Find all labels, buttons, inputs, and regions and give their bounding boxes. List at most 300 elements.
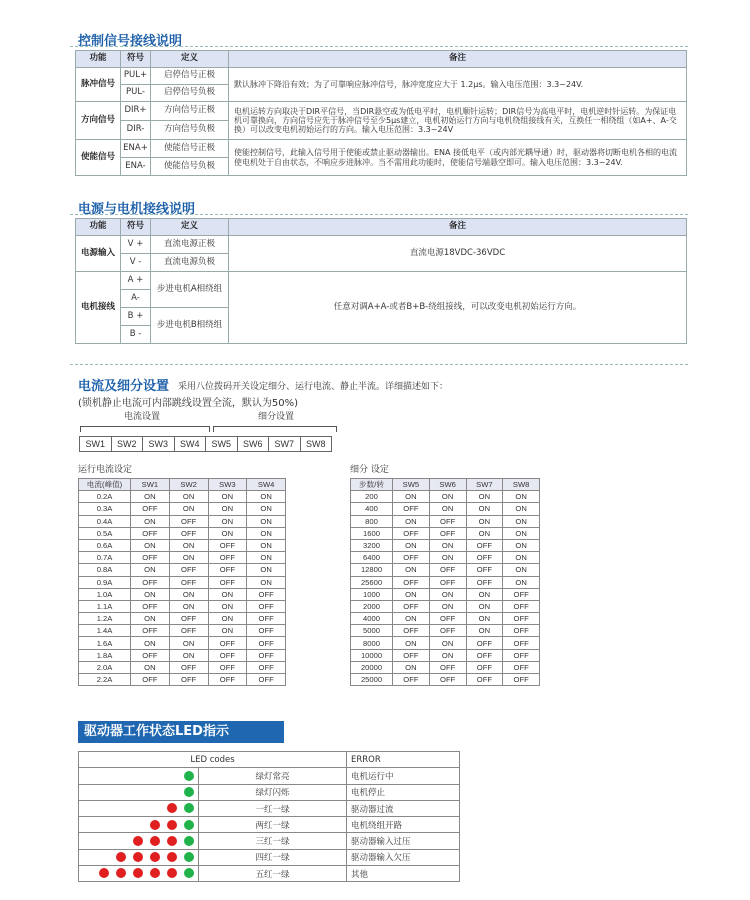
switch-state: ON [131, 539, 170, 551]
switch-state: ON [393, 515, 430, 527]
red-led-icon [167, 803, 177, 813]
dip-switch-row [80, 436, 332, 452]
func-pulse: 脉冲信号 [76, 68, 121, 102]
switch-state: OFF [247, 625, 286, 637]
switch-state: OFF [169, 613, 208, 625]
table-row [351, 588, 540, 600]
row-label: 8000 [351, 637, 393, 649]
switch-state: OFF [466, 649, 503, 661]
led-indicator [79, 833, 199, 849]
red-led-icon [133, 852, 143, 862]
error-desc: 驱动器输入欠压 [347, 849, 460, 865]
table-row [351, 637, 540, 649]
error-desc: 驱动器输入过压 [347, 833, 460, 849]
table-row [79, 552, 286, 564]
switch-state: ON [131, 637, 170, 649]
table-row [351, 613, 540, 625]
col-header: SW2 [169, 479, 208, 491]
row-label: 2000 [351, 600, 393, 612]
switch-label: SW4 [174, 436, 207, 452]
led-indicator [79, 800, 199, 816]
table-row [351, 552, 540, 564]
switch-state: OFF [503, 674, 540, 686]
func-motor: 电机接线 [76, 272, 121, 344]
red-led-icon [116, 868, 126, 878]
switch-state: ON [208, 491, 247, 503]
green-led-icon [184, 771, 194, 781]
definition: 启停信号正极 [151, 68, 229, 85]
symbol: PUL+ [121, 68, 151, 85]
led-indicator [79, 866, 199, 882]
switch-state: ON [169, 552, 208, 564]
error-desc: 电机停止 [347, 784, 460, 800]
definition: 直流电源负极 [151, 254, 229, 272]
control-signal-table [75, 50, 687, 176]
table-row [351, 515, 540, 527]
switch-state: OFF [393, 552, 430, 564]
switch-state: ON [208, 503, 247, 515]
switch-state: OFF [169, 564, 208, 576]
symbol: DIR+ [121, 102, 151, 121]
red-led-icon [116, 852, 126, 862]
switch-state: ON [429, 649, 466, 661]
red-led-icon [167, 868, 177, 878]
switch-state: ON [393, 613, 430, 625]
switch-state: ON [466, 600, 503, 612]
switch-state: ON [131, 515, 170, 527]
row-label: 1.8A [79, 649, 131, 661]
table-row [351, 625, 540, 637]
switch-state: OFF [208, 649, 247, 661]
row-label: 3200 [351, 539, 393, 551]
definition: 直流电源正极 [151, 236, 229, 254]
red-led-icon [150, 852, 160, 862]
switch-state: OFF [208, 552, 247, 564]
table-row [79, 600, 286, 612]
switch-state: ON [503, 503, 540, 515]
note-power: 直流电源18VDC-36VDC [229, 236, 687, 272]
switch-state: ON [131, 564, 170, 576]
table-row [79, 539, 286, 551]
green-led-icon [184, 868, 194, 878]
switch-state: OFF [393, 503, 430, 515]
symbol: A- [121, 290, 151, 308]
col-header: SW6 [429, 479, 466, 491]
switch-state: OFF [169, 674, 208, 686]
switch-state: OFF [503, 625, 540, 637]
switch-state: OFF [503, 661, 540, 673]
table-row [79, 503, 286, 515]
row-label: 10000 [351, 649, 393, 661]
switch-state: ON [169, 600, 208, 612]
switch-state: ON [393, 588, 430, 600]
switch-state: ON [247, 564, 286, 576]
brace-label-current: 电流设置 [124, 412, 161, 422]
func-power: 电源输入 [76, 236, 121, 272]
col-header: SW3 [208, 479, 247, 491]
red-led-icon [133, 868, 143, 878]
table-row [351, 491, 540, 503]
switch-state: OFF [393, 674, 430, 686]
symbol: ENA+ [121, 140, 151, 158]
row-label: 5000 [351, 625, 393, 637]
row-label: 400 [351, 503, 393, 515]
led-indicator [79, 849, 199, 865]
led-code: 两红一绿 [199, 817, 347, 833]
switch-state: ON [131, 613, 170, 625]
row-label: 0.5A [79, 527, 131, 539]
switch-state: OFF [466, 674, 503, 686]
table-row [79, 625, 286, 637]
col-header: SW1 [131, 479, 170, 491]
switch-state: OFF [429, 661, 466, 673]
table-row [351, 576, 540, 588]
red-led-icon [99, 868, 109, 878]
definition: 方向信号负极 [151, 121, 229, 140]
switch-state: ON [393, 661, 430, 673]
switch-state: OFF [131, 674, 170, 686]
led-code: 四红一绿 [199, 849, 347, 865]
switch-state: ON [131, 661, 170, 673]
section-title-control: 控制信号接线说明 [78, 34, 183, 49]
switch-state: ON [169, 503, 208, 515]
switch-state: OFF [247, 661, 286, 673]
switch-state: ON [466, 588, 503, 600]
table-row [79, 527, 286, 539]
switch-state: OFF [429, 625, 466, 637]
row-label: 800 [351, 515, 393, 527]
row-label: 0.9A [79, 576, 131, 588]
switch-label: SW6 [237, 436, 270, 452]
switch-state: OFF [429, 674, 466, 686]
switch-state: OFF [503, 649, 540, 661]
row-label: 25000 [351, 674, 393, 686]
switch-state: ON [429, 503, 466, 515]
switch-state: OFF [393, 649, 430, 661]
switch-state: ON [429, 491, 466, 503]
green-led-icon [184, 836, 194, 846]
row-label: 0.7A [79, 552, 131, 564]
switch-state: ON [169, 637, 208, 649]
led-row [79, 833, 460, 849]
switch-state: OFF [466, 539, 503, 551]
switch-state: ON [503, 515, 540, 527]
green-led-icon [184, 820, 194, 830]
switch-state: OFF [466, 576, 503, 588]
row-label: 0.8A [79, 564, 131, 576]
switch-state: OFF [247, 613, 286, 625]
switch-state: OFF [466, 564, 503, 576]
switch-state: OFF [131, 576, 170, 588]
table-row [351, 527, 540, 539]
section-title-current: 电流及细分设置 [78, 379, 170, 394]
table-row [79, 588, 286, 600]
switch-state: OFF [208, 637, 247, 649]
led-code: 绿灯常亮 [199, 768, 347, 784]
switch-state: ON [429, 600, 466, 612]
section-title-led: 驱动器工作状态LED指示 [78, 721, 284, 743]
definition: 使能信号负极 [151, 158, 229, 176]
section-title-power: 电源与电机接线说明 [78, 202, 196, 217]
row-label: 1.2A [79, 613, 131, 625]
switch-state: ON [208, 515, 247, 527]
row-label: 1.6A [79, 637, 131, 649]
switch-state: OFF [393, 527, 430, 539]
note-enable: 使能控制信号，此输入信号用于使能或禁止驱动器输出。ENA 接低电平（或内部光耦导通）时，驱动器将切断电机各相的电流使电机处于自由状态，不响应步进脉冲。当不需用此功能时，使能信号端悬空即可。输入电压范围：3.3~24V. [229, 140, 687, 176]
led-code: 五红一绿 [199, 866, 347, 882]
func-enable: 使能信号 [76, 140, 121, 176]
section-note: (锁机静止电流可内部跳线设置全流，默认为50%) [78, 398, 299, 409]
switch-state: OFF [503, 600, 540, 612]
switch-state: OFF [169, 661, 208, 673]
switch-label: SW3 [142, 436, 175, 452]
divider [70, 364, 688, 365]
switch-state: OFF [208, 576, 247, 588]
col-header: SW7 [466, 479, 503, 491]
row-label: 1.0A [79, 588, 131, 600]
switch-state: ON [466, 625, 503, 637]
green-led-icon [184, 852, 194, 862]
red-led-icon [150, 820, 160, 830]
row-label: 4000 [351, 613, 393, 625]
switch-label: SW8 [300, 436, 333, 452]
func-direction: 方向信号 [76, 102, 121, 140]
switch-state: ON [466, 503, 503, 515]
switch-state: ON [466, 613, 503, 625]
brace-current [80, 426, 210, 432]
switch-state: ON [247, 515, 286, 527]
switch-state: OFF [429, 564, 466, 576]
error-header: ERROR [347, 752, 460, 768]
row-label: 6400 [351, 552, 393, 564]
led-row [79, 866, 460, 882]
switch-state: OFF [208, 564, 247, 576]
red-led-icon [167, 820, 177, 830]
switch-state: ON [466, 515, 503, 527]
switch-state: ON [393, 539, 430, 551]
row-label: 25600 [351, 576, 393, 588]
switch-state: OFF [429, 515, 466, 527]
row-label: 20000 [351, 661, 393, 673]
brace-micro [213, 426, 337, 432]
green-led-icon [184, 803, 194, 813]
switch-state: OFF [429, 576, 466, 588]
switch-label: SW1 [79, 436, 112, 452]
table-row [351, 503, 540, 515]
switch-state: ON [466, 527, 503, 539]
col-header: 备注 [229, 219, 687, 236]
table-row [351, 674, 540, 686]
switch-state: OFF [466, 661, 503, 673]
col-header: 符号 [121, 219, 151, 236]
symbol: B - [121, 326, 151, 344]
switch-state: ON [429, 637, 466, 649]
definition: 启停信号负极 [151, 85, 229, 102]
table-row [351, 564, 540, 576]
switch-label: SW7 [268, 436, 301, 452]
row-label: 2.2A [79, 674, 131, 686]
red-led-icon [150, 836, 160, 846]
row-label: 1.4A [79, 625, 131, 637]
table-row [79, 649, 286, 661]
led-row [79, 817, 460, 833]
led-indicator [79, 817, 199, 833]
micro-table-caption: 细分 设定 [350, 465, 389, 475]
red-led-icon [167, 852, 177, 862]
switch-state: OFF [131, 503, 170, 515]
col-header: 备注 [229, 51, 687, 68]
switch-state: OFF [393, 625, 430, 637]
current-table-caption: 运行电流设定 [78, 465, 133, 475]
switch-state: OFF [247, 600, 286, 612]
switch-state: OFF [131, 527, 170, 539]
col-header: 电流(峰值) [79, 479, 131, 491]
symbol: V + [121, 236, 151, 254]
switch-state: OFF [429, 527, 466, 539]
row-label: 12800 [351, 564, 393, 576]
divider [70, 214, 688, 215]
switch-state: ON [208, 527, 247, 539]
switch-state: ON [393, 564, 430, 576]
led-indicator [79, 768, 199, 784]
switch-state: OFF [208, 674, 247, 686]
switch-state: OFF [169, 625, 208, 637]
row-label: 0.3A [79, 503, 131, 515]
row-label: 1.1A [79, 600, 131, 612]
switch-state: OFF [131, 552, 170, 564]
table-row [79, 576, 286, 588]
led-code: 一红一绿 [199, 800, 347, 816]
switch-state: OFF [247, 588, 286, 600]
row-label: 0.6A [79, 539, 131, 551]
switch-state: ON [393, 637, 430, 649]
note-motor: 任意对调A+A-或者B+B-绕组接线，可以改变电机初始运行方向。 [229, 272, 687, 344]
switch-state: ON [169, 588, 208, 600]
table-row [79, 564, 286, 576]
row-label: 200 [351, 491, 393, 503]
led-row [79, 849, 460, 865]
switch-state: OFF [131, 649, 170, 661]
col-header: 定义 [151, 219, 229, 236]
switch-state: ON [208, 613, 247, 625]
switch-state: OFF [208, 539, 247, 551]
switch-state: ON [503, 576, 540, 588]
switch-state: ON [208, 600, 247, 612]
led-codes-header: LED codes [79, 752, 347, 768]
definition: 方向信号正极 [151, 102, 229, 121]
switch-state: ON [429, 552, 466, 564]
error-desc: 电机运行中 [347, 768, 460, 784]
switch-state: OFF [131, 600, 170, 612]
col-header: SW4 [247, 479, 286, 491]
red-led-icon [133, 836, 143, 846]
switch-state: ON [429, 588, 466, 600]
col-header: SW5 [393, 479, 430, 491]
table-row [79, 515, 286, 527]
table-row [79, 491, 286, 503]
switch-state: OFF [169, 576, 208, 588]
table-row [351, 600, 540, 612]
definition: 步进电机A相绕组 [151, 272, 229, 308]
switch-state: ON [208, 588, 247, 600]
col-header: SW8 [503, 479, 540, 491]
row-label: 2.0A [79, 661, 131, 673]
switch-state: ON [247, 527, 286, 539]
led-indicator [79, 784, 199, 800]
led-row [79, 784, 460, 800]
switch-state: ON [208, 625, 247, 637]
switch-state: OFF [393, 600, 430, 612]
switch-label: SW2 [111, 436, 144, 452]
switch-state: OFF [429, 613, 466, 625]
symbol: PUL- [121, 85, 151, 102]
power-motor-table [75, 218, 687, 344]
switch-state: ON [503, 527, 540, 539]
divider [70, 46, 688, 47]
switch-state: ON [247, 576, 286, 588]
switch-label: SW5 [205, 436, 238, 452]
symbol: A + [121, 272, 151, 290]
switch-state: OFF [208, 661, 247, 673]
switch-state: ON [466, 491, 503, 503]
col-header: 步数/转 [351, 479, 393, 491]
switch-state: OFF [247, 674, 286, 686]
switch-state: ON [393, 491, 430, 503]
switch-state: ON [169, 539, 208, 551]
col-header: 功能 [76, 219, 121, 236]
switch-state: OFF [169, 515, 208, 527]
switch-state: OFF [131, 625, 170, 637]
row-label: 0.2A [79, 491, 131, 503]
switch-state: OFF [466, 637, 503, 649]
red-led-icon [150, 868, 160, 878]
row-label: 0.4A [79, 515, 131, 527]
switch-state: OFF [169, 527, 208, 539]
switch-state: ON [503, 491, 540, 503]
table-row [79, 661, 286, 673]
table-row [79, 613, 286, 625]
switch-state: ON [169, 649, 208, 661]
row-label: 1600 [351, 527, 393, 539]
note-direction: 电机运转方向取决于DIR平信号，当DIR悬空或为低电平时，电机顺针运转；DIR信号为高电平时，电机逆时针运转。为保证电机可靠换向，方向信号应先于脉冲信号至少5μs建立，电机初始运行方向与电机绕组接线有关，互换任一相绕组（如A+、A-交换）可以改变电机初始运行的方向。输入电压范围：3.3~24V [229, 102, 687, 140]
error-desc: 驱动器过流 [347, 800, 460, 816]
error-desc: 电机绕组开路 [347, 817, 460, 833]
led-row [79, 768, 460, 784]
row-label: 1000 [351, 588, 393, 600]
switch-state: OFF [247, 649, 286, 661]
switch-state: OFF [503, 613, 540, 625]
definition: 步进电机B相绕组 [151, 308, 229, 344]
switch-state: ON [503, 564, 540, 576]
col-header: 符号 [121, 51, 151, 68]
led-status-table [78, 751, 460, 882]
switch-state: ON [247, 539, 286, 551]
symbol: ENA- [121, 158, 151, 176]
green-led-icon [184, 787, 194, 797]
table-row [351, 661, 540, 673]
note-pulse: 默认脉冲下降沿有效；为了可靠响应脉冲信号，脉冲宽度应大于 1.2μs。输入电压范围：3.3~24V. [229, 68, 687, 102]
switch-state: OFF [503, 588, 540, 600]
error-desc: 其他 [347, 866, 460, 882]
col-header: 功能 [76, 51, 121, 68]
switch-state: OFF [247, 637, 286, 649]
switch-state: ON [131, 491, 170, 503]
definition: 使能信号正极 [151, 140, 229, 158]
led-code: 绿灯闪烁 [199, 784, 347, 800]
symbol: V - [121, 254, 151, 272]
switch-state: ON [503, 539, 540, 551]
led-code: 三红一绿 [199, 833, 347, 849]
